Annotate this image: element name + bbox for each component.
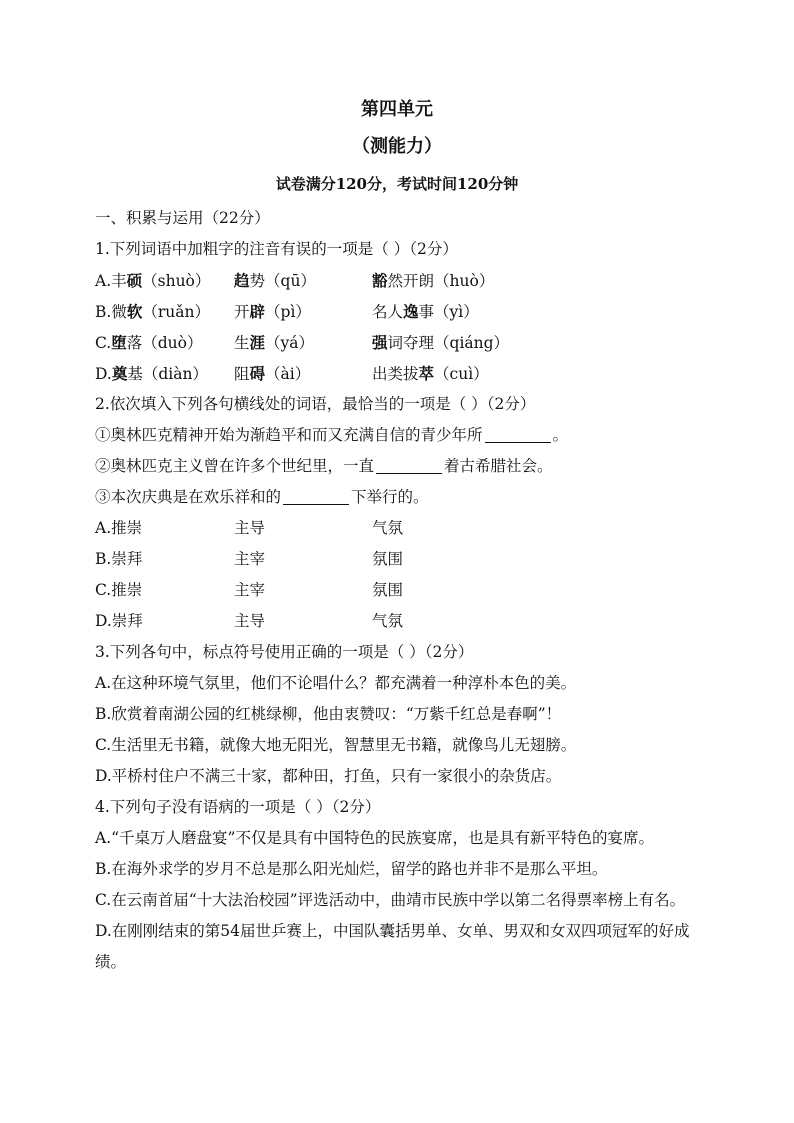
text: 势（qū）: [249, 272, 316, 290]
q2-sentence-3: [95, 482, 705, 513]
question-1-stem: 1.下列词语中加粗字的注音有误的一项是（ ）（2分）: [95, 240, 458, 258]
text: （yá）: [265, 334, 315, 352]
q3-option-b: B.欣赏着南湖公园的红桃绿柳，他由衷赞叹：“万紫千红总是春啊”！: [95, 705, 562, 723]
option-cell: [372, 296, 479, 327]
q4-option-c: C.在云南首届“十大法治校园”评选活动中，曲靖市民族中学以第二名得票率榜上有名。: [95, 891, 686, 909]
page-subtitle: （测能力）: [352, 136, 442, 157]
q2-sentence-1: [95, 420, 705, 451]
exam-content: [95, 203, 705, 978]
page-title: 第四单元: [361, 99, 433, 120]
text: （cuì）: [434, 365, 489, 383]
q2-option-b: [95, 544, 705, 575]
section-heading: 一、积累与运用（22分）: [95, 209, 270, 227]
option-cell: A.推崇: [95, 519, 143, 537]
option-cell: 主导: [234, 519, 266, 537]
bold-char: 豁: [372, 271, 388, 290]
option-cell: [234, 358, 372, 389]
text: A.丰: [95, 272, 127, 290]
q4-option-b: B.在海外求学的岁月不总是那么阳光灿烂，留学的路也并非不是那么平坦。: [95, 860, 608, 878]
fill-blank: [283, 486, 349, 505]
q2-option-a: [95, 513, 705, 544]
bold-char: 堕: [111, 333, 127, 352]
q1-option-a: [95, 265, 705, 296]
option-cell: 主导: [234, 612, 266, 630]
option-cell: 气氛: [372, 612, 404, 630]
text: 基（diàn）: [127, 365, 208, 383]
question-2-stem: 2.依次填入下列各句横线处的词语，最恰当的一项是（ ）（2分）: [95, 395, 536, 413]
text: 着古希腊社会。: [444, 457, 553, 475]
q3-option-d: D.平桥村住户不满三十家，都种田，打鱼，只有一家很小的杂货店。: [95, 767, 562, 785]
bold-char: 碍: [249, 364, 266, 383]
text: 出类拔: [372, 365, 419, 383]
bold-char: 硕: [126, 271, 143, 290]
fill-blank: [485, 424, 551, 443]
text: （pì）: [265, 303, 311, 321]
q2-option-c: [95, 575, 705, 606]
fill-blank: [376, 455, 442, 474]
text: 然开朗（huò）: [387, 272, 495, 290]
q2-option-d: [95, 606, 705, 637]
text: D.: [95, 365, 112, 383]
q1-option-b: [95, 296, 705, 327]
text: 词夺理（qiáng）: [387, 334, 510, 352]
option-cell: 氛围: [372, 550, 404, 568]
text: C.: [95, 334, 112, 352]
bold-char: 奠: [111, 364, 128, 383]
option-cell: 气氛: [372, 519, 404, 537]
bold-char: 逸: [403, 302, 419, 321]
question-3-stem: 3.下列各句中，标点符号使用正确的一项是（ ）（2分）: [95, 643, 474, 661]
bold-char: 涯: [249, 333, 266, 352]
bold-char: 萃: [418, 364, 435, 383]
question-4-stem: 4.下列句子没有语病的一项是（ ）（2分）: [95, 798, 381, 816]
bold-char: 软: [126, 302, 143, 321]
text: 阻: [234, 365, 250, 383]
option-cell: 氛围: [372, 581, 404, 599]
option-cell: [234, 296, 372, 327]
exam-info: 试卷满分120分，考试时间120分钟: [275, 175, 519, 193]
q4-option-a: A.“千桌万人磨盘宴”不仅是具有中国特色的民族宴席，也是具有新平特色的宴席。: [95, 829, 654, 847]
bold-char: 强: [372, 333, 388, 352]
text: ①奥林匹克精神开始为渐趋平和而又充满自信的青少年所: [95, 426, 483, 444]
text: ②奥林匹克主义曾在许多个世纪里，一直: [95, 457, 375, 475]
text: 下举行的。: [351, 488, 429, 506]
text: 生: [234, 334, 250, 352]
q1-option-d: [95, 358, 705, 389]
option-cell: D.崇拜: [95, 612, 143, 630]
q3-option-a: A.在这种环境气氛里，他们不论唱什么？都充满着一种淳朴本色的美。: [95, 674, 577, 692]
option-cell: [372, 358, 489, 389]
option-cell: [95, 358, 234, 389]
option-cell: [234, 327, 372, 358]
text: 事（yì）: [418, 303, 479, 321]
text: 。: [552, 426, 569, 444]
text: 开: [234, 303, 250, 321]
q1-option-c: [95, 327, 705, 358]
q2-sentence-2: [95, 451, 705, 482]
text: 落（duò）: [126, 334, 203, 352]
bold-char: 趋: [234, 271, 250, 290]
q4-option-d: D.在刚刚结束的第54届世乒赛上，中国队囊括男单、女单、男双和女双四项冠军的好成绩。: [95, 922, 690, 971]
option-cell: [234, 265, 372, 296]
option-cell: [95, 265, 234, 296]
bold-char: 辟: [249, 302, 266, 321]
option-cell: [372, 327, 509, 358]
option-cell: 主宰: [234, 581, 266, 599]
text: （ài）: [265, 365, 311, 383]
q3-option-c: C.生活里无书籍，就像大地无阳光，智慧里无书籍，就像鸟儿无翅膀。: [95, 736, 577, 754]
option-cell: C.推崇: [95, 581, 143, 599]
option-cell: [372, 265, 494, 296]
option-cell: B.崇拜: [95, 550, 143, 568]
text: （ruǎn）: [142, 303, 210, 321]
text: B.微: [95, 303, 127, 321]
option-cell: [95, 327, 234, 358]
text: （shuò）: [142, 272, 211, 290]
option-cell: [95, 296, 234, 327]
text: ③本次庆典是在欢乐祥和的: [95, 488, 282, 506]
option-cell: 主宰: [234, 550, 266, 568]
text: 名人: [372, 303, 404, 321]
